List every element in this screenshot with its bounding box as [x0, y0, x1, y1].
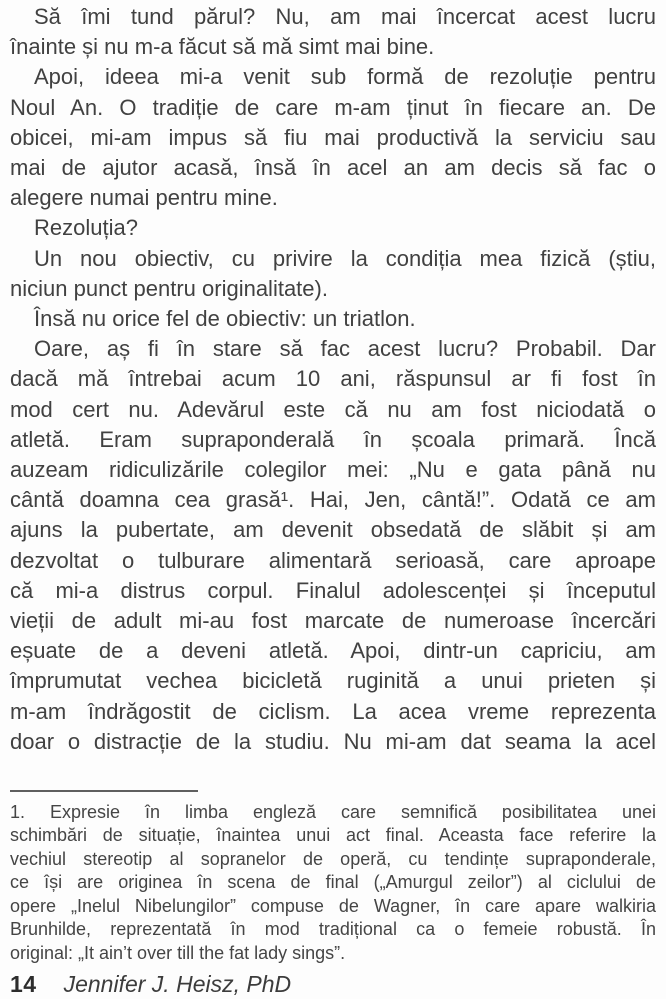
footnote-text-line: opere „Inelul Nibelungilor” compuse de Wagner, în care apare walkiria — [10, 895, 656, 916]
body-text-line: Apoi, ideea mi-a venit sub formă de rezoluție pentru — [34, 64, 656, 90]
page-footer — [10, 971, 656, 998]
body-text-line: Să îmi tund părul? Nu, am mai încercat acest lucru — [34, 4, 656, 29]
body-text-line: mod cert nu. Adevărul este că nu am fost niciodată o — [10, 396, 656, 422]
body-text-line: Rezoluția? — [34, 215, 138, 241]
body-text-line: obicei, mi-am impus să fiu mai productivă la serviciu sau — [10, 124, 656, 150]
footnote-separator — [10, 790, 198, 792]
body-text-line: m-am îndrăgostit de ciclism. La acea vreme reprezenta — [10, 698, 656, 724]
footnote-text-line: vechiul stereotip al sopranelor de operă, cu tendințe supraponderale, — [10, 848, 656, 869]
footnote-text — [10, 801, 656, 965]
body-text-line: Oare, aș fi în stare să fac acest lucru? Probabil. Dar — [34, 336, 656, 362]
body-text-line: dacă mă întrebai acum 10 ani, răspunsul ar fi fost în — [10, 366, 656, 392]
body-text-line: niciun punct pentru originalitate). — [10, 275, 328, 301]
body-text-line: Un nou obiectiv, cu privire la condiția mea fizică (știu, — [34, 245, 656, 271]
body-text-line: dezvoltat o tulburare alimentară serioasă, care aproape — [10, 547, 656, 573]
body-text-line: ajuns la pubertate, am devenit obsedată de slăbit și am — [10, 517, 656, 543]
footnote-text-line: Brunhilde, reprezentată în mod tradițional ca o femeie robustă. În — [10, 919, 656, 940]
body-text-line: eșuate de a deveni atletă. Apoi, dintr-un capriciu, am — [10, 638, 656, 664]
body-text-line: Noul An. O tradiție de care m-am ținut în fiecare an. De — [10, 94, 656, 120]
body-text-line: cântă doamna cea grasă¹. Hai, Jen, cântă!”. Odată ce am — [10, 487, 656, 513]
body-text-line: mai de ajutor acasă, însă în acel an am decis să fac o — [10, 155, 656, 181]
body-text-line: auzeam ridiculizările colegilor mei: „Nu e gata până nu — [10, 457, 656, 483]
footnote-text-line: original: „It ain’t over till the fat lady sings”. — [10, 942, 346, 963]
body-text-line: că mi-a distrus corpul. Finalul adolescenței și începutul — [10, 577, 656, 603]
body-text-line: alegere numai pentru mine. — [10, 185, 278, 211]
body-text — [10, 2, 656, 757]
body-text-line: împrumutat vechea bicicletă ruginită a unui prieten și — [10, 668, 656, 694]
page-number: 14 — [10, 970, 37, 997]
running-title: Jennifer J. Heisz, PhD — [63, 970, 292, 997]
footnote-text-line: schimbări de situație, înaintea unui act final. Aceasta face referire la — [10, 825, 656, 846]
body-text-line: vieții de adult mi-au fost marcate de numeroase încercări — [10, 608, 656, 634]
body-text-line: Însă nu orice fel de obiectiv: un triatlon. — [34, 306, 416, 332]
footnote-text-line: ce își are originea în scena de final („Amurgul zeilor”) al ciclului de — [10, 872, 656, 893]
body-text-line: înainte și nu m-a făcut să mă simt mai bine. — [10, 34, 435, 60]
footnote-text-line: 1. Expresie în limba engleză care semnifică posibilitatea unei — [10, 802, 656, 823]
body-text-line: doar o distracție de la studiu. Nu mi-am dat seama la acel — [10, 728, 656, 754]
body-text-line: atletă. Eram supraponderală în școala primară. Încă — [10, 426, 656, 452]
